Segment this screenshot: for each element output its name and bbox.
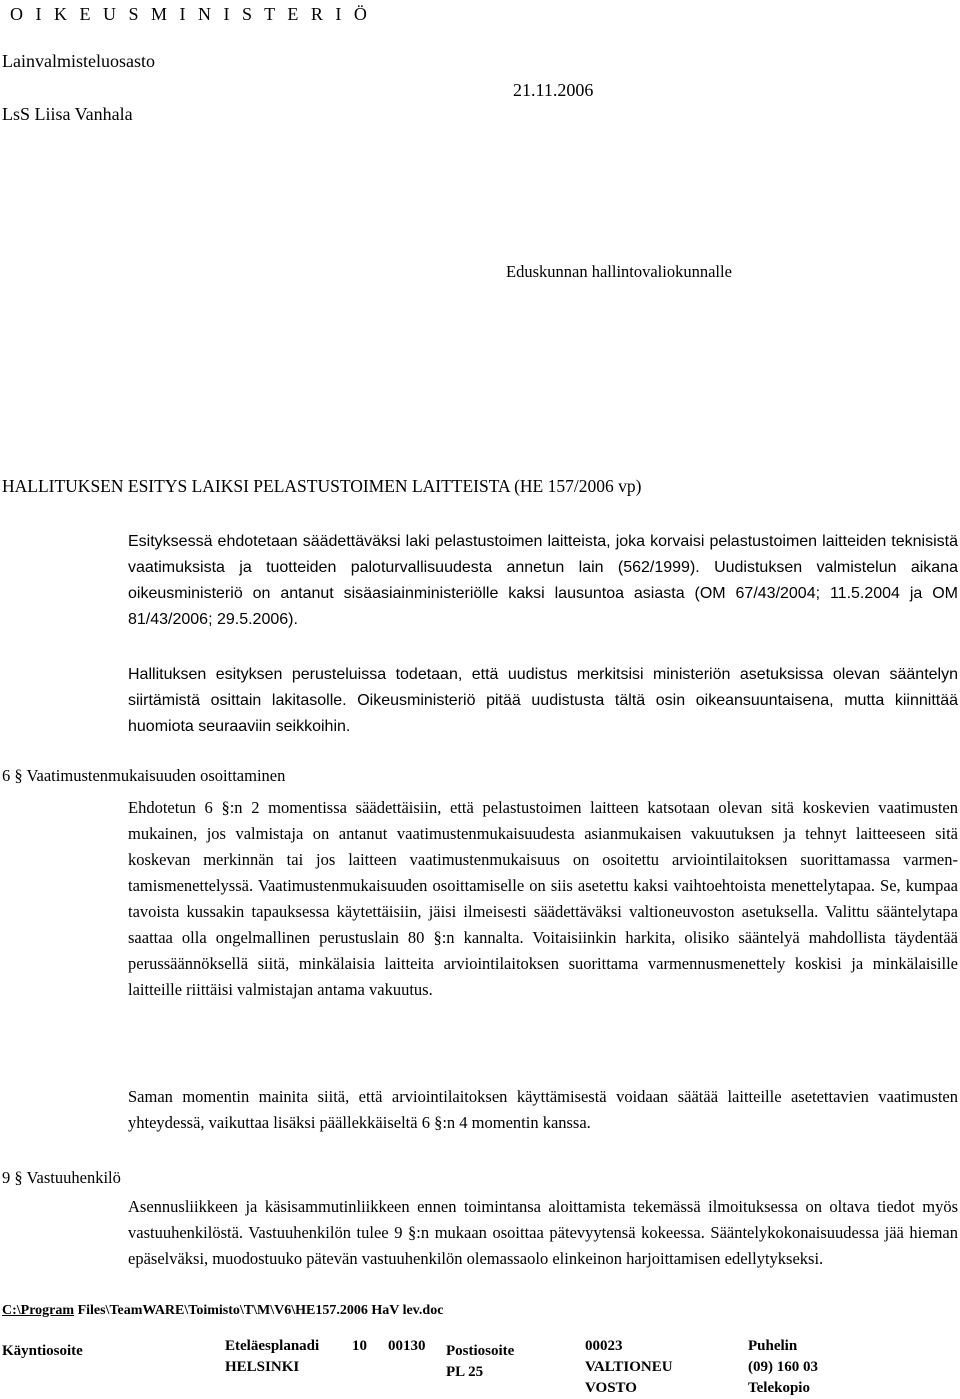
document-title: HALLITUKSEN ESITYS LAIKSI PELASTUSTOIMEN LAITTEISTA (HE 157/2006 vp) <box>2 476 642 496</box>
street-number: 10 <box>352 1338 367 1354</box>
footer-street-no <box>352 1336 367 1357</box>
paragraph-section-6: Ehdotetun 6 §:n 2 momentissa säädettäisiin, että pelastustoimen laitteen katsotaan olevan sitä koskevien vaatimusten mukainen, jos valmistaja on antanut vaatimustenmukaisuudesta asianmukaisen vakuutuksen ja tehnyt laitteeseen sitä koskevan merkinnän tai jos laitteen vaatimustenmukaisuus on osoitettu arviointilaitoksen suorittamassa varmen-tamismenettelyssä. Vaatimustenmukaisuuden osoittamiselle on siis asetettu kaksi vaihtoehtoista menettelytapaa. Se, kumpaa tavoista kussakin tapauksessa käytettäisiin, jäisi ilmeisesti säädettäväksi valtioneuvoston asetuksella. Valittu sääntelytapa saattaa olla ongelmallinen perustuslain 80 §:n kannalta. Voitaisiinkin harkita, olisiko sääntelyä mahdollista täydentää perussäännöksellä siitä, minkälaisia laitteita arviointilaitoksen suorittama varmennusmenettely koskisi ja minkälaisille laitteille riittäisi valmistajan antama vakuutus. <box>128 798 958 999</box>
file-path-drive: C:\Program <box>2 1303 75 1318</box>
author-name: LsS Liisa Vanhala <box>2 104 133 124</box>
footer-postal <box>446 1341 514 1383</box>
section-6-heading: 6 § Vaatimustenmukaisuuden osoittaminen <box>2 766 286 785</box>
ministry-name: O I K E U S M I N I S T E R I Ö <box>10 4 371 24</box>
phone-label: Puhelin <box>748 1338 798 1354</box>
footer-street <box>225 1336 319 1378</box>
department-name: Lainvalmisteluosasto <box>2 51 155 71</box>
footer-postal-code <box>585 1336 673 1399</box>
postal-code: 00023 <box>585 1338 623 1354</box>
street-name: Eteläesplanadi <box>225 1338 320 1354</box>
paragraph-section-6-moment: Saman momentin mainita siitä, että arviointilaitoksen käyttämisestä voidaan säätää laitteille asetettavien vaatimusten yhteydessä, vaikuttaa lisäksi päällekkäiseltä 6 §:n 4 momentin kanssa. <box>128 1087 958 1132</box>
paragraph-intro: Esityksessä ehdotetaan säädettäväksi laki pelastustoimen laitteista, joka korvaisi pelastustoimen laitteiden teknisistä vaatimuksista ja tuotteiden paloturvallisuudesta annetun lain (562/1999). Uudistuksen valmistelun aikana oikeusministeriö on antanut sisäasiainministeriölle kaksi lausuntoa asiasta (OM 67/43/2004; 11.5.2004 ja OM 81/43/2006; 29.5.2006). <box>128 533 958 628</box>
section-9-heading: 9 § Vastuuhenkilö <box>2 1168 121 1187</box>
fax-label: Telekopio <box>748 1380 810 1396</box>
postal-city-line-1: VALTIONEU <box>585 1359 673 1375</box>
postcode: 00130 <box>388 1338 426 1354</box>
file-path-rest: Files\TeamWARE\Toimisto\T\M\V6\HE157.2006 HaV lev.doc <box>74 1303 444 1318</box>
city-name: HELSINKI <box>225 1359 300 1375</box>
postal-address-label: Postiosoite <box>446 1343 515 1359</box>
paragraph-reasoning: Hallituksen esityksen perusteluissa todetaan, että uudistus merkitsisi ministeriön asetuksissa olevan sääntelyn siirtämistä osittain lakitasolle. Oikeusministeriö pitää uudistusta tältä osin oikeansuuntaisena, mutta kiinnittää huomiota seuraaviin seikkoihin. <box>128 666 958 735</box>
footer-postcode <box>388 1336 426 1357</box>
phone-number: (09) 160 03 <box>748 1359 818 1375</box>
paragraph-section-9: Asennusliikkeen ja käsisammutinliikkeen ennen toimintansa aloittamista tekemässä ilmoituksessa on oltava tiedot myös vastuuhenkilöstä. Vastuuhenkilön tulee 9 §:n mukaan osoittaa pätevyytensä kokeessa. Sääntelykokonaisuudessa jää hieman epäselväksi, muodostuuko pätevän vastuuhenkilön olemassaolo elinkeinon harjoittamisen edellytykseksi. <box>128 1197 958 1268</box>
footer-visiting-label <box>2 1341 83 1362</box>
file-path <box>2 1303 443 1319</box>
postal-city-line-2: VOSTO <box>585 1380 637 1396</box>
document-date: 21.11.2006 <box>513 80 594 100</box>
visiting-address-label: Käyntiosoite <box>2 1343 83 1359</box>
footer-phone <box>748 1336 818 1399</box>
recipient: Eduskunnan hallintovaliokunnalle <box>506 262 732 281</box>
po-box: PL 25 <box>446 1364 484 1380</box>
